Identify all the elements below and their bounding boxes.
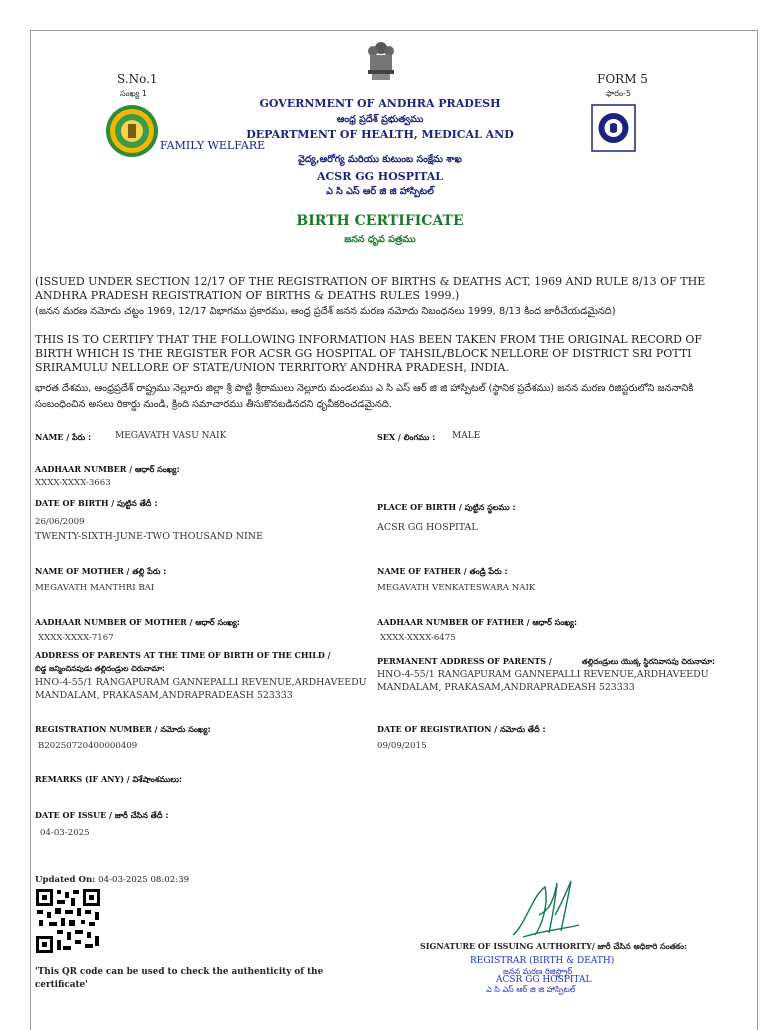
qr-note-line-1: 'This QR code can be used to check the authenticity of the: [35, 967, 324, 977]
permanent-address-label: PERMANENT ADDRESS OF PARENTS / తల్లిదండ్రులు యొక్క స్థిరనివాసపు చిరునామా:: [377, 656, 716, 666]
aadhaar-father-label: AADHAAR NUMBER OF FATHER / ఆధార్ సంఖ్య:: [377, 617, 578, 627]
form-number-te: ఫారం-5: [606, 89, 632, 98]
mother-name: MEGAVATH MANTHRI BAI: [35, 583, 155, 593]
child-name: MEGAVATH VASU NAIK: [115, 431, 227, 441]
dob-words: TWENTY-SIXTH-JUNE-TWO THOUSAND NINE: [35, 531, 264, 542]
signature-icon: [505, 875, 585, 945]
sex-value: MALE: [452, 431, 481, 441]
certificate-title-te: జనన ధృవ పత్రము: [344, 234, 416, 245]
serial-number-te: సంఖ్య 1: [120, 89, 147, 98]
address-at-birth-line-2: MANDALAM, PRAKASAM,ANDRAPRADEASH 523333: [35, 690, 293, 701]
registration-number: B20250720400000409: [38, 741, 138, 751]
aadhaar-value: XXXX-XXXX-3663: [35, 478, 111, 488]
address-at-birth-label: ADDRESS OF PARENTS AT THE TIME OF BIRTH OF THE CHILD /: [35, 650, 331, 660]
name-label: NAME / పేరు :: [35, 432, 92, 442]
signature-label: SIGNATURE OF ISSUING AUTHORITY/ జారీ చేసిన అధికారి సంతకం:: [420, 941, 688, 951]
mother-name-label: NAME OF MOTHER / తల్లి పేరు :: [35, 566, 167, 576]
issue-date-label: DATE OF ISSUE / జారీ చేసిన తేదీ :: [35, 810, 169, 820]
remarks-label: REMARKS (IF ANY) / విశేషాంశములు:: [35, 774, 183, 784]
registration-date: 09/09/2015: [377, 741, 427, 751]
national-emblem-icon: [366, 40, 396, 84]
certify-text-te: భారత దేశము, ఆంధ్రప్రదేశ్ రాష్ట్రము నెల్లూరు జిల్లా శ్రీ పొట్టి శ్రీరాములు నెల్లూరు మండలము ఎ సి ఎస్ ఆర్ జి జి హాస్పిటల్ (స్థానిక ప్రదేశము) జనన మరణ రిజిస్టరులోని జననానికి సంబంధించిన అసలు రికార్డు నుండి, క్రింది సమాచారము తీసుకొనబడినదని ధృవీకరించడమైనది.: [35, 383, 694, 410]
registrar-title-te: జనన మరణ రిజిస్ట్రార్: [503, 967, 573, 976]
serial-number: S.No.1: [117, 72, 158, 86]
updated-on: Updated On: 04-03-2025 08:02:39: [35, 875, 190, 885]
issued-under-text-te: (జనన మరణ నమోదు చట్టం 1969, 12/17 విభాగము ప్రకారము, ఆంధ్ర ప్రదేశ్ జనన మరణ నమోదు నిబంధనలు 1999, 8/13 కింద జారీచేయడమైనది): [35, 306, 616, 317]
aadhaar-mother-value: XXXX-XXXX-7167: [38, 633, 114, 643]
department-line-1: DEPARTMENT OF HEALTH, MEDICAL AND: [246, 128, 514, 141]
qr-code-icon[interactable]: [35, 888, 101, 954]
issue-date: 04-03-2025: [40, 828, 90, 838]
qr-note-line-2: certificate': [35, 980, 88, 990]
aadhaar-mother-label: AADHAAR NUMBER OF MOTHER / ఆధార్ సంఖ్య:: [35, 617, 240, 627]
form-number: FORM 5: [597, 72, 648, 86]
department-line-2: FAMILY WELFARE: [160, 139, 266, 152]
dob-value: 26/06/2009: [35, 517, 85, 527]
government-title: GOVERNMENT OF ANDHRA PRADESH: [259, 97, 501, 110]
hospital-name: ACSR GG HOSPITAL: [316, 170, 443, 183]
department-te: వైద్య,ఆరోగ్య మరియు కుటుంబ సంక్షేమ శాఖ: [298, 154, 462, 165]
father-name: MEGAVATH VENKATESWARA NAIK: [377, 583, 536, 593]
pob-value: ACSR GG HOSPITAL: [377, 522, 478, 533]
ap-state-seal-icon: [105, 104, 159, 158]
aadhaar-label: AADHAAR NUMBER / ఆధార్ సంఖ్య:: [35, 464, 180, 474]
address-at-birth-line-1: HNO-4-55/1 RANGAPURAM GANNEPALLI REVENUE,ARDHAVEEDU: [35, 677, 367, 688]
father-name-label: NAME OF FATHER / తండ్రి పేరు :: [377, 566, 508, 576]
registration-date-label: DATE OF REGISTRATION / నమోదు తేదీ :: [377, 724, 546, 734]
sex-label: SEX / లింగము :: [377, 432, 436, 442]
certificate-title: BIRTH CERTIFICATE: [296, 213, 464, 229]
certify-text: THIS IS TO CERTIFY THAT THE FOLLOWING INFORMATION HAS BEEN TAKEN FROM THE ORIGINAL RECORD OF BIRTH WHICH IS THE REGISTER FOR ACSR GG HOSPITAL OF TAHSIL/BLOCK NELLORE OF DISTRICT SRI POTTI SRIRAMULU NELLORE OF STATE/UNION TERRITORY ANDHRA PRADESH, INDIA.: [35, 333, 703, 374]
issued-under-text: (ISSUED UNDER SECTION 12/17 OF THE REGISTRATION OF BIRTHS & DEATHS ACT, 1969 AND RULE 8/13 OF THE ANDHRA PRADESH REGISTRATION OF BIRTHS & DEATHS RULES 1999.): [35, 275, 706, 302]
pob-label: PLACE OF BIRTH / పుట్టిన స్థలము :: [377, 502, 516, 512]
aadhaar-father-value: XXXX-XXXX-6475: [380, 633, 456, 643]
address-at-birth-label-te: బిడ్డ జన్మించినపుడు తల్లిదండ్రుల చిరునామా:: [35, 664, 165, 673]
form-logo-icon: [591, 104, 636, 152]
permanent-address-line-1: HNO-4-55/1 RANGAPURAM GANNEPALLI REVENUE,ARDHAVEEDU: [377, 669, 709, 680]
registrar-title: REGISTRAR (BIRTH & DEATH): [470, 956, 615, 966]
registrar-hospital: ACSR GG HOSPITAL: [496, 975, 592, 985]
permanent-address-line-2: MANDALAM, PRAKASAM,ANDRAPRADEASH 523333: [377, 682, 635, 693]
registration-number-label: REGISTRATION NUMBER / నమోదు సంఖ్య:: [35, 724, 211, 734]
hospital-name-te: ఎ సి ఎస్ ఆర్ జి జి హాస్పిటల్: [326, 186, 434, 197]
registrar-hospital-te: ఎ సి ఎస్ ఆర్ జి జి హాస్పిటల్: [486, 985, 576, 994]
dob-label: DATE OF BIRTH / పుట్టిన తేదీ :: [35, 498, 158, 508]
government-title-te: ఆంధ్ర ప్రదేశ్ ప్రభుత్వము: [336, 114, 424, 125]
